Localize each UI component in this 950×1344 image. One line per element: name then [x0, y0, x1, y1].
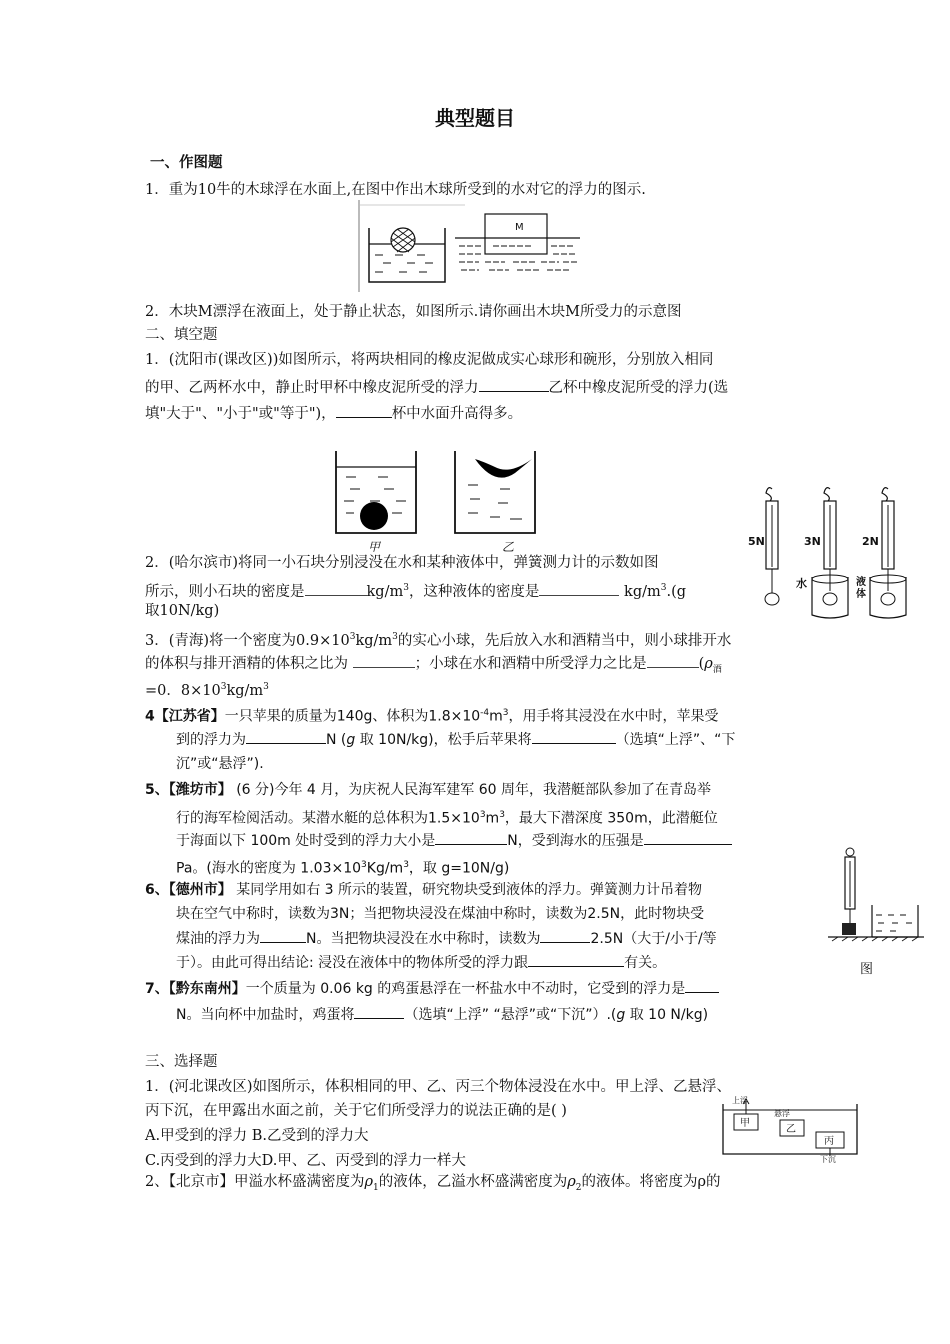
- q2-3-line3: =0．$8\times 10^3kg/m^3$: [145, 682, 269, 699]
- hook-2: [824, 488, 830, 501]
- figure-spring-scale-beaker: [828, 845, 928, 980]
- figure-spring-scales: [748, 485, 928, 625]
- reading-3: 2N: [862, 535, 879, 548]
- q2-1-line3: 填"大于"、"小于"或"等于")， 杯中水面升高得多。: [145, 403, 522, 424]
- figure-label: 图: [860, 962, 874, 977]
- label-yi: 乙: [786, 1124, 796, 1135]
- q2-7-line2: N。当向杯中加盐时，鸡蛋将 （选填“上浮” “悬浮”或“下沉”）.(g 取 10 N/kg): [176, 1004, 708, 1025]
- q2-1-line1: 1．(沈阳市(课改区))如图所示，将两块相同的橡皮泥做成实心球形和碗形，分别放入相同: [145, 352, 714, 368]
- q2-2-line1: 2．(哈尔滨市)将同一小石块分别浸没在水和某种液体中，弹簧测力计的示数如图: [145, 555, 659, 571]
- answer-blank: [644, 830, 732, 845]
- cup-yi-dashes: [468, 485, 522, 519]
- q3-2-line1: 2、【北京市】甲溢水杯盛满密度为$\rho_1$的液体，乙溢水杯盛满密度为$\rho_2$的液体。将密度为ρ的: [145, 1174, 721, 1193]
- reading-1: 5N: [748, 535, 765, 548]
- q2-5-line3: 于海面以下 100m 处时受到的浮力大小是 N，受到海水的压强是: [176, 830, 732, 851]
- q2-5-line2: 行的海军检阅活动。某潜水艇的总体积为$1.5\times 10^3m^3$，最大下潜深度 350m，此潜艇位: [176, 810, 718, 827]
- q2-2-line3: 取10N/kg): [145, 603, 220, 619]
- q3-1-line1: 1．(河北课改区)如图所示，体积相同的甲、乙、丙三个物体浸没在水中。甲上浮、乙悬浮、: [145, 1079, 732, 1095]
- block-m: [485, 214, 547, 254]
- section-heading-drawing: 一、作图题: [150, 155, 223, 171]
- stone-1: [765, 593, 779, 605]
- clay-bowl: [475, 459, 532, 478]
- block-m-label: M: [515, 222, 524, 233]
- figure-three-objects: [720, 1096, 860, 1164]
- label-up: 上浮: [732, 1096, 748, 1105]
- answer-blank: [435, 830, 507, 845]
- answer-blank: [260, 928, 306, 943]
- answer-blank: [685, 978, 719, 993]
- water-dashes-left: [375, 255, 433, 272]
- stone-3: [881, 593, 895, 605]
- q2-6-line1: 6、【德州市】 某同学用如右 3 所示的装置，研究物块受到液体的浮力。弹簧测力计吊着物: [145, 882, 703, 898]
- stone-2: [823, 593, 837, 605]
- beaker: [872, 905, 918, 937]
- q2-6-line3: 煤油的浮力为 N。当把物块浸没在水中称时，读数为 2.5N（大于/小于/等: [176, 928, 717, 949]
- figure-clay-cups: [330, 445, 535, 555]
- q2-7-line1: 7、【黔东南州】一个质量为 0.06 kg 的鸡蛋悬浮在一杯盐水中不动时，它受到的浮力是: [145, 978, 719, 999]
- reading-2: 3N: [804, 535, 821, 548]
- q2-3-line2: 的体积与排开酒精的体积之比为 ；小球在水和酒精中所受浮力之比是 ($\rho_酒$: [145, 653, 722, 680]
- q2-4-line3: 沉”或“悬浮”).: [176, 756, 264, 772]
- q2-2-line2: 所示，则小石块的密度是 $kg/m^3$，这种液体的密度是 $kg/m^3.(g$: [145, 578, 686, 602]
- answer-blank: [353, 653, 415, 668]
- hook-1: [766, 488, 772, 501]
- label-jia: 甲: [368, 540, 381, 554]
- question-1-2: 2．木块M漂浮在液面上，处于静止状态，如图所示.请你画出木块M所受力的示意图: [145, 304, 682, 320]
- answer-blank: [540, 928, 590, 943]
- label-yi: 乙: [502, 540, 515, 554]
- answer-blank: [532, 729, 616, 744]
- label-liquid-1: 液: [856, 577, 866, 588]
- metal-block: [842, 923, 856, 935]
- q2-6-line4: 于）。由此可得出结论: 浸没在液体中的物体所受的浮力跟 有关。: [176, 952, 666, 973]
- label-down: 下沉: [820, 1155, 836, 1164]
- answer-blank: [647, 653, 699, 668]
- answer-blank: [528, 952, 624, 967]
- page-title: 典型题目: [435, 106, 515, 130]
- q2-5-line4: Pa。(海水的密度为 $1.03\times 10^3Kg/m^3$，取 g=10N/g): [176, 860, 510, 877]
- q2-1-line2: 的甲、乙两杯水中，静止时甲杯中橡皮泥所受的浮力 乙杯中橡皮泥所受的浮力(选: [145, 377, 728, 398]
- label-water: 水: [796, 577, 807, 590]
- answer-blank: [305, 581, 367, 596]
- label-xuan: 悬浮: [774, 1109, 790, 1118]
- label-bing: 丙: [824, 1136, 834, 1147]
- scale-ring: [846, 848, 854, 856]
- answer-blank: [479, 377, 549, 392]
- clay-sphere: [360, 502, 388, 530]
- q2-5-line1: 5、【潍坊市】 (6 分)今年 4 月，为庆祝人民海军建军 60 周年，我潜艇部队参加了在青岛举: [145, 782, 712, 798]
- label-jia: 甲: [740, 1118, 750, 1129]
- beaker-water: [876, 915, 912, 931]
- figure-ball-and-block: [355, 200, 590, 295]
- q3-1-option-cd: C.丙受到的浮力大D.甲、乙、丙受到的浮力一样大: [145, 1153, 466, 1169]
- q2-4-line2: 到的浮力为 N (g 取 10N/kg)，松手后苹果将 （选填“上浮”、“下: [176, 729, 735, 750]
- section-heading-choice: 三、选择题: [145, 1054, 218, 1070]
- answer-blank: [539, 581, 619, 596]
- q2-3-line1: 3．(青海)将一个密度为$0.9\times 10^3kg/m^3$的实心小球，先后放入水和酒精当中，则小球排开水: [145, 632, 732, 649]
- q2-4-line1: 4【江苏省】一只苹果的质量为140g、体积为$1.8\times 10^{-4}m^3$，用手将其浸没在水中时，苹果受: [145, 708, 719, 725]
- hook-3: [882, 488, 888, 501]
- answer-blank: [336, 403, 392, 418]
- label-liquid-2: 体: [856, 589, 866, 600]
- question-1-1: 1．重为10牛的木球浮在水面上,在图中作出木球所受到的水对它的浮力的图示.: [145, 182, 646, 198]
- answer-blank: [246, 729, 326, 744]
- answer-blank: [354, 1004, 404, 1019]
- q2-6-line2: 块在空气中称时，读数为3N；当把物块浸没在煤油中称时，读数为2.5N，此时物块受: [176, 906, 705, 922]
- q3-1-option-ab: A.甲受到的浮力 B.乙受到的浮力大: [145, 1128, 369, 1144]
- section-heading-fill: 二、填空题: [145, 327, 218, 343]
- q3-1-line2: 丙下沉，在甲露出水面之前，关于它们所受浮力的说法正确的是( ): [145, 1103, 567, 1119]
- cup-yi: [455, 451, 535, 533]
